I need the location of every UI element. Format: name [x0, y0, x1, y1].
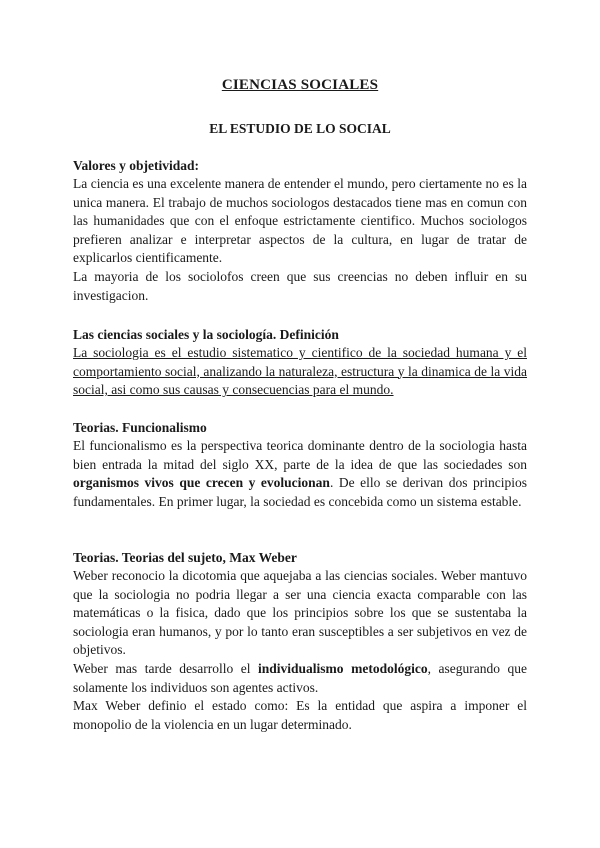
- bold-phrase: organismos vivos que crecen y evolucionan: [73, 475, 330, 491]
- paragraph: Max Weber definio el estado como: Es la entidad que aspira a imponer el monopolio de la violencia en un lugar determinado.: [73, 698, 527, 732]
- paragraph: La ciencia es una excelente manera de entender el mundo, pero ciertamente no es la unica manera. El trabajo de muchos sociologos destacados tiene mas en comun con las humanidades que con el enfoque estrictamente cientifico. Muchos sociologos prefieren analizar e interpretar aspectos de la cultura, en lugar de tratar de explicarlos cientificamente.: [73, 176, 527, 266]
- text-run: . De ello se derivan dos principios fundamentales. En primer lugar, la sociedad es concebida como un sistema estable.: [73, 475, 527, 509]
- paragraph: Weber reconocio la dicotomia que aquejaba a las ciencias sociales. Weber mantuvo que la sociologia no podria llegar a ser una ciencia exacta comparable con las matemáticas o la fisica, dado que los principios sobre los que se sustentaba la sociologia eran humanos, y por lo tanto eran susceptibles a ser subjetivos en vez de objetivos.: [73, 568, 527, 658]
- text-run: El funcionalismo es la perspectiva teorica dominante dentro de la sociologia hasta bien entrada la mitad del siglo XX, parte de la idea de que las sociedades son: [73, 438, 527, 472]
- paragraph: [73, 660, 527, 697]
- document-title: CIENCIAS SOCIALES: [221, 77, 379, 93]
- section-funcionalismo: [73, 418, 527, 511]
- section-definicion: [73, 325, 527, 400]
- text-run: , asegurando que solamente los individuos son agentes activos.: [73, 660, 527, 695]
- paragraph: La mayoria de los sociolofos creen que sus creencias no deben influir en su investigacion.: [73, 268, 527, 303]
- paragraph: [73, 437, 527, 511]
- bold-phrase: individualismo metodológico: [258, 660, 428, 676]
- definition-paragraph: La sociologia es el estudio sistematico y cientifico de la sociedad humana y el comportamiento social, analizando la naturaleza, estructura y la dinamica de la vida social, asi como sus causas y consecuencias para el mundo.: [73, 345, 527, 398]
- section-max-weber: [73, 548, 527, 734]
- section-heading: Teorias. Teorias del sujeto, Max Weber: [73, 550, 297, 565]
- section-heading: Teorias. Funcionalismo: [73, 420, 207, 435]
- document-subtitle: EL ESTUDIO DE LO SOCIAL: [209, 121, 391, 136]
- section-heading: Valores y objetividad:: [73, 158, 200, 173]
- section-valores-objetividad: [73, 156, 527, 305]
- text-run: Weber mas tarde desarrollo el: [73, 660, 259, 676]
- section-heading: Las ciencias sociales y la sociología. Definición: [73, 327, 339, 342]
